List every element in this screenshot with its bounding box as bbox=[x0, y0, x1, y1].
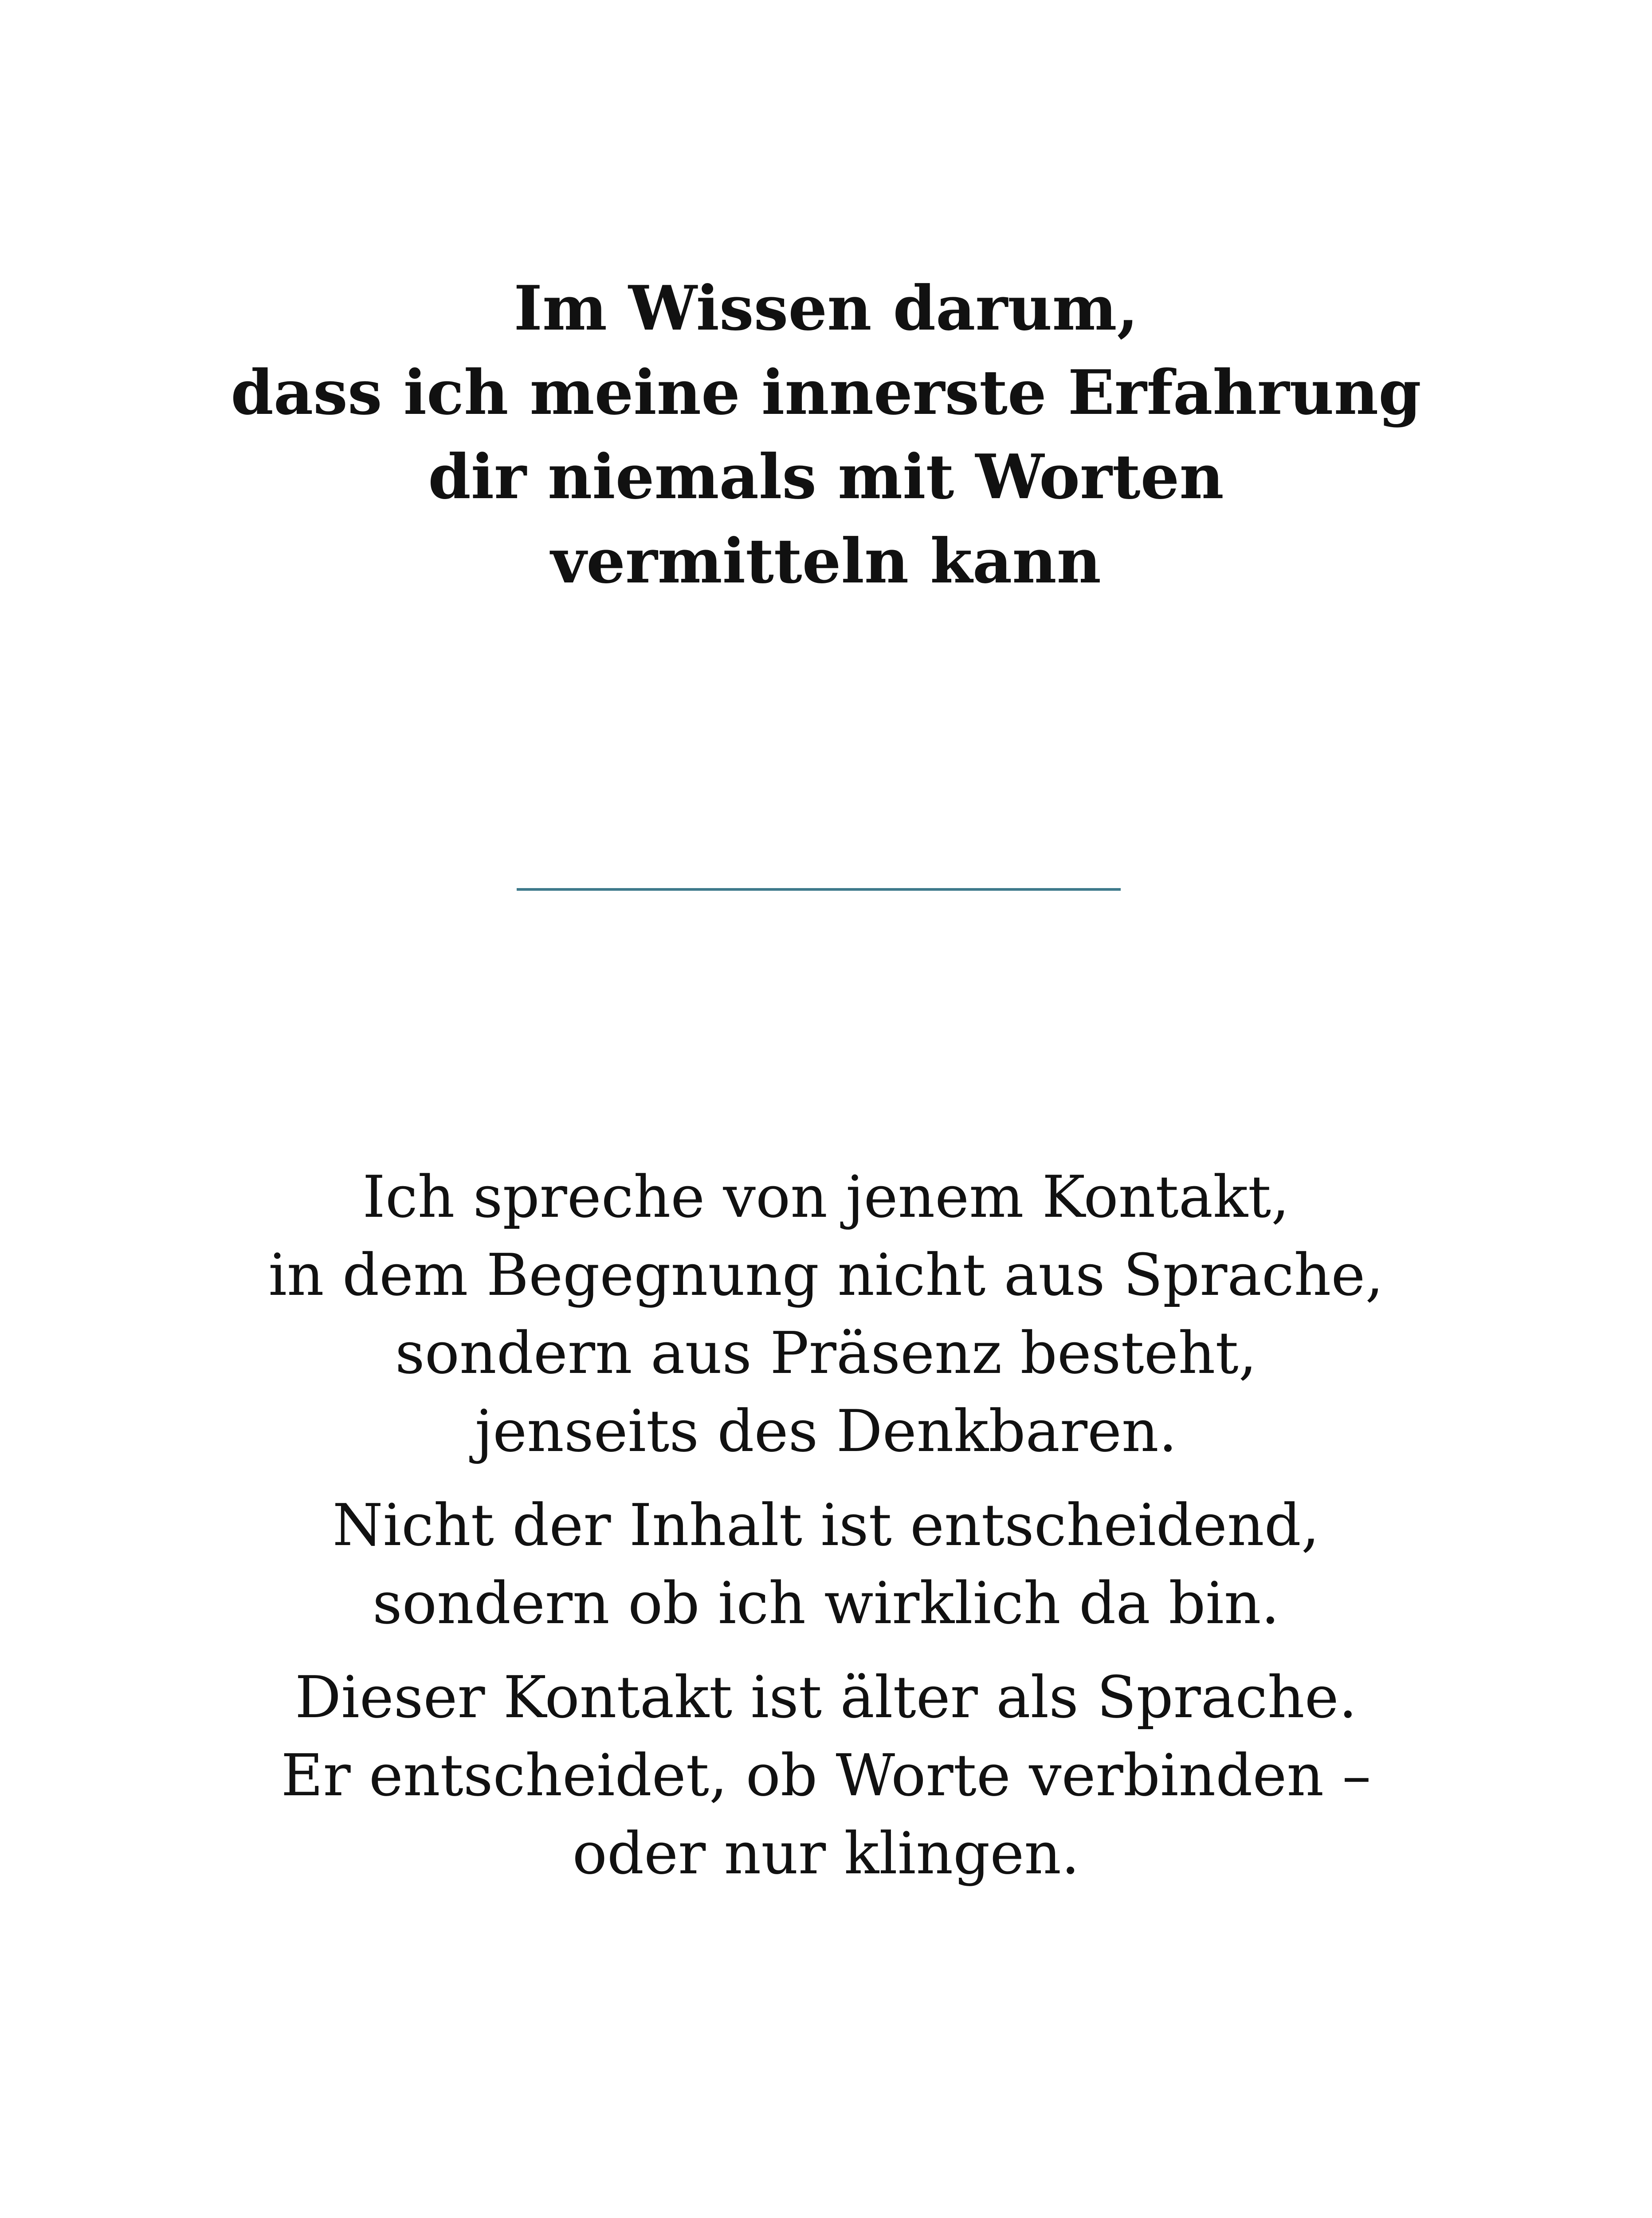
heading-line: Im Wissen darum, bbox=[514, 272, 1138, 344]
heading-line: dass ich meine innerste Erfahrung bbox=[231, 356, 1421, 429]
poem-line: Nicht der Inhalt ist entscheidend, bbox=[332, 1491, 1320, 1559]
poem-line: sondern aus Präsenz besteht, bbox=[395, 1319, 1257, 1387]
poem-line: Ich spreche von jenem Kontakt, bbox=[362, 1163, 1290, 1231]
stanza bbox=[0, 1158, 1652, 1470]
dedication-heading bbox=[0, 266, 1652, 603]
poem-line: jenseits des Denkbaren. bbox=[475, 1397, 1177, 1465]
section-divider bbox=[517, 888, 1121, 891]
heading-line: dir niemals mit Worten bbox=[428, 440, 1224, 513]
poem-line: sondern ob ich wirklich da bin. bbox=[373, 1569, 1279, 1637]
poem-body bbox=[0, 1158, 1652, 1908]
poem-line: in dem Begegnung nicht aus Sprache, bbox=[268, 1241, 1384, 1309]
stanza bbox=[0, 1658, 1652, 1892]
poem-line: Dieser Kontakt ist älter als Sprache. bbox=[295, 1664, 1357, 1731]
heading-line: vermitteln kann bbox=[551, 525, 1101, 597]
stanza bbox=[0, 1486, 1652, 1642]
poem-line: oder nur klingen. bbox=[572, 1820, 1080, 1887]
poem-line: Er entscheidet, ob Worte verbinden – bbox=[281, 1742, 1371, 1809]
